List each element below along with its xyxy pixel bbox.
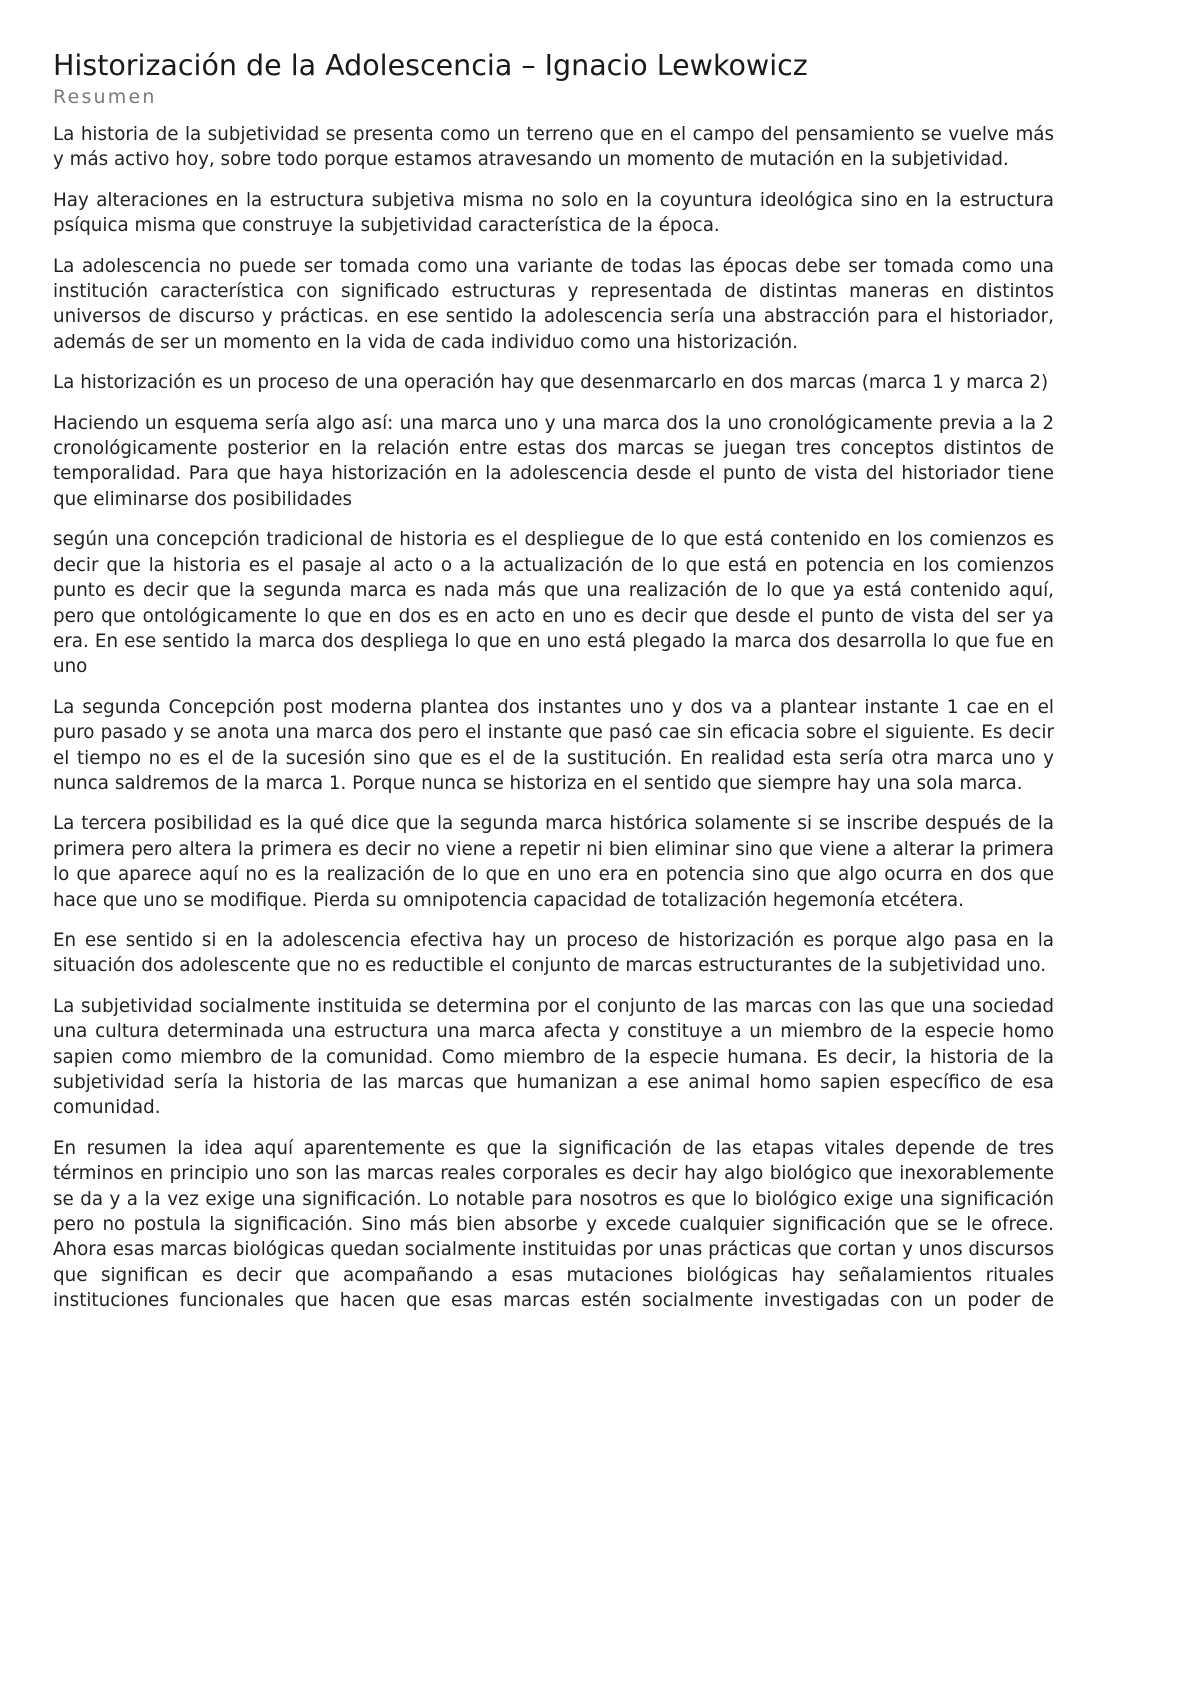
paragraph-3: La adolescencia no puede ser tomada como una variante de todas las épocas debe ser tomada como una institución característica con significado estructuras y representada de distintas maneras en distintos universos de discurso y prácticas. en ese sentido la adolescencia sería una abstracción para el historiador, además de ser un momento en la vida de cada individuo como una historización. xyxy=(53,255,1054,353)
paragraph-6: según una concepción tradicional de historia es el despliegue de lo que está contenido en los comienzos es decir que la historia es el pasaje al acto o a la actualización de lo que está en potencia en los comienzos punto es decir que la segunda marca es nada más que una realización de lo que ya está contenido aquí, pero que ontológicamente lo que en dos es en acto en uno es decir que desde el punto de vista del ser ya era. En ese sentido la marca dos despliega lo que en uno está plegado la marca dos desarrolla lo que fue en uno xyxy=(53,529,1054,678)
paragraph-8: La tercera posibilidad es la qué dice que la segunda marca histórica solamente si se inscribe después de la primera pero altera la primera es decir no viene a repetir ni bien eliminar sino que viene a alterar la primera lo que aparece aquí no es la realización de lo que en uno era en potencia sino que algo ocurra en dos que hace que uno se modifique. Pierda su omnipotencia capacidad de totalización hegemonía etcétera. xyxy=(53,813,1054,911)
document-page xyxy=(53,48,1054,1314)
paragraph-11: En resumen la idea aquí aparentemente es que la significación de las etapas vitales depende de tres términos en principio uno son las marcas reales corporales es decir hay algo biológico que inexorablemente se da y a la vez exige una significación. Lo notable para nosotros es que lo biológico exige una significación pero no postula la significación. Sino más bien absorbe y excede cualquier significación que se le ofrece. Ahora esas marcas biológicas quedan socialmente instituidas por unas prácticas que cortan y unos discursos que significan es decir que acompañando a esas mutaciones biológicas hay señalamientos rituales instituciones funcionales que hacen que esas marcas estén socialmente investigadas con un poder de xyxy=(53,1137,1055,1312)
paragraph-9: En ese sentido si en la adolescencia efectiva hay un proceso de historización es porque algo pasa en la situación dos adolescente que no es reductible el conjunto de marcas estructurantes de la subjetividad uno. xyxy=(53,929,1054,977)
paragraph-7: La segunda Concepción post moderna plantea dos instantes uno y dos va a plantear instante 1 cae en el puro pasado y se anota una marca dos pero el instante que pasó cae sin eficacia sobre el siguiente. Es decir el tiempo no es el de la sucesión sino que es el de la sustitución. En realidad esta sería otra marca uno y nunca saldremos de la marca 1. Porque nunca se historiza en el sentido que siempre hay una sola marca. xyxy=(53,696,1054,794)
document-title: Historización de la Adolescencia – Ignacio Lewkowicz xyxy=(53,49,808,82)
paragraph-10: La subjetividad socialmente instituida se determina por el conjunto de las marcas con las que una sociedad una cultura determinada una estructura una marca afecta y constituye a un miembro de la especie homo sapien como miembro de la comunidad. Como miembro de la especie humana. Es decir, la historia de la subjetividad sería la historia de las marcas que humanizan a ese animal homo sapien específico de esa comunidad. xyxy=(53,995,1054,1119)
paragraph-2: Hay alteraciones en la estructura subjetiva misma no solo en la coyuntura ideológica sino en la estructura psíquica misma que construye la subjetividad característica de la época. xyxy=(53,189,1054,237)
paragraph-5: Haciendo un esquema sería algo así: una marca uno y una marca dos la uno cronológicamente previa a la 2 cronológicamente posterior en la relación entre estas dos marcas se juegan tres conceptos distintos de temporalidad. Para que haya historización en la adolescencia desde el punto de vista del historiador tiene que eliminarse dos posibilidades xyxy=(53,412,1054,510)
document-subtitle: Resumen xyxy=(53,86,157,108)
paragraph-1: La historia de la subjetividad se presenta como un terreno que en el campo del pensamiento se vuelve más y más activo hoy, sobre todo porque estamos atravesando un momento de mutación en la subjetividad. xyxy=(53,124,1054,171)
paragraph-4: La historización es un proceso de una operación hay que desenmarcarlo en dos marcas (marca 1 y marca 2) xyxy=(53,372,1049,394)
